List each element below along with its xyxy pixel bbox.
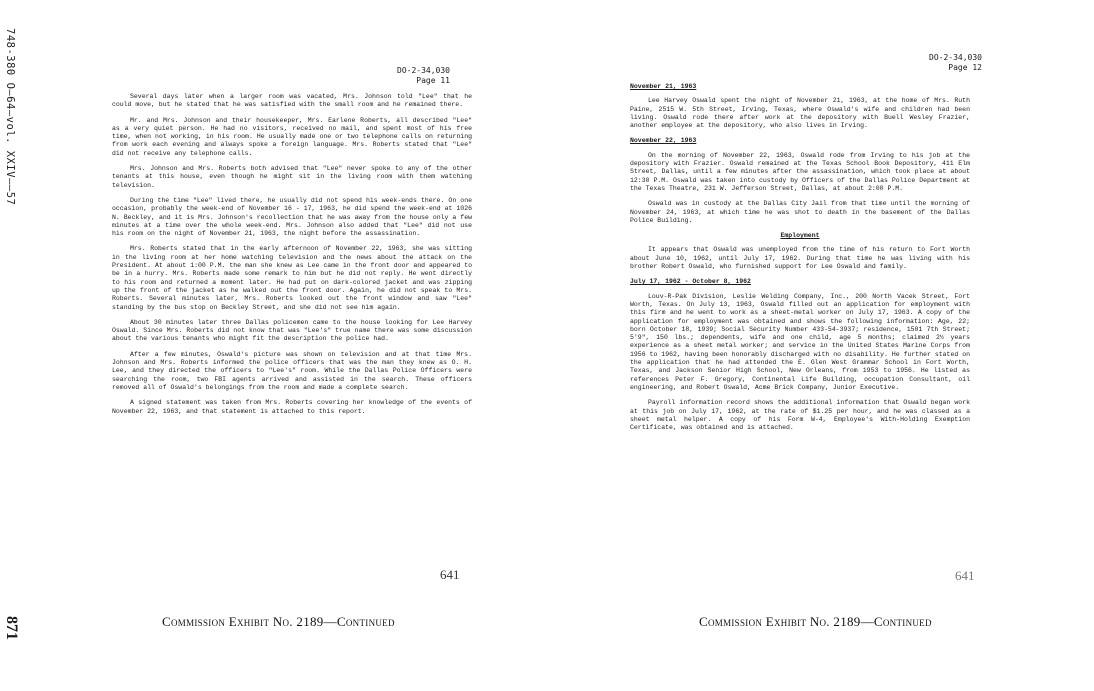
file-reference — [330, 66, 450, 86]
file-number: DO-2-34,030 — [397, 66, 450, 75]
paragraph: About 30 minutes later three Dallas policemen came to the house looking for Lee Harvey Oswald. Since Mrs. Roberts did not know that was "Lee's" true name there was some discussion about the various tenants who might fit the description the police had. — [112, 318, 472, 343]
paragraph: Lee Harvey Oswald spent the night of November 21, 1963, at the home of Mrs. Ruth Paine, 2515 W. 5th Street, Irving, Texas, where Oswald's wife and children had been living. Oswald rode there after work at the depository with Buell Wesley Frazier, another employee at the depository, who also lives in Irving. — [630, 97, 970, 130]
file-reference — [862, 53, 982, 73]
paragraph: Mrs. Roberts stated that in the early afternoon of November 22, 1963, she was sitting in the living room at her home watching television and the news about the attack on the President. At about 1:00 P.M. the man she knew as Lee came in the front door and appeared to be in a hurry. Mrs. Roberts made some remark to him but he did not reply. He went directly to his room and returned a moment later. He had put on dark-colored jacket and was zipping up the front of the jacket as he walked out the front door. Again, he did not speak to Mrs. Roberts. Several minutes later, Mrs. Roberts looked out the front window and saw "Lee" standing by the bus stop on Beckley Street, and she did not see him again. — [112, 245, 472, 311]
margin-side-note: 748-380 O—64—vol. XXIV——57 — [4, 28, 16, 206]
paragraph: Louv-R-Pak Division, Leslie Welding Company, Inc., 200 North Vacek Street, Fort Worth, Texas. On July 13, 1963, Oswald filled out an application for employment with this firm and he went to work as a sheet-metal worker on July 17, 1963. A copy of the application for employment was obtained and shows the following information: Age, 22; born October 18, 1939; Social Security Number 433-54-3937; residence, 1501 7th Street; 5'9", 150 lbs.; dependents, wife and one child, age 5 months; claimed 2½ years experience as a sheet metal worker; and service in the United States Marine Corps from 1956 to 1962, having been honorably discharged with no disability. He further stated on the application that he had attended the E. Glen West Grammar School in Fort Worth, Texas, and Jackson Senior High School, New Orleans, from 1953 to 1956. He listed as references Peter F. Gregory, Continental Life Building, occupation Consultant, oil engineering, and Robert Oswald, Acme Brick Company, Junior Executive. — [630, 292, 970, 391]
right-document-page — [547, 0, 1094, 691]
exhibit-caption: Commission Exhibit No. 2189—Continued — [162, 614, 395, 629]
paragraph: During the time "Lee" lived there, he usually did not spend his week-ends there. On one occasion, probably the week-end of November 16 - 17, 1963, he did spend the week-end at 1026 N. Beckley, and it is Mrs. Johnson's recollection that he was away from the house only a few minutes at a time over the whole week-end. Mrs. Johnson also added that "Lee" did not use his room on the night of November 21, 1963, the night before the assassination. — [112, 196, 472, 238]
page-label: Page 12 — [948, 63, 982, 72]
printed-page-number: 641 — [955, 568, 975, 583]
section-heading: November 22, 1963 — [630, 137, 697, 145]
margin-page-number: 871 — [3, 616, 20, 640]
paragraph: It appears that Oswald was unemployed from the time of his return to Fort Worth about June 10, 1962, until July 17, 1962. During that time he was living with his brother Robert Oswald, who furnished support for Lee Oswald and family. — [630, 246, 970, 271]
paragraph: Mrs. Johnson and Mrs. Roberts both advised that "Lee" never spoke to any of the other tenants at this house, even though he might sit in the living room with them watching television. — [112, 165, 472, 189]
section-heading: Employment — [780, 232, 820, 240]
paragraph: A signed statement was taken from Mrs. Roberts covering her knowledge of the events of November 22, 1963, and that statement is attached to this report. — [112, 399, 472, 415]
paragraph: Mr. and Mrs. Johnson and their housekeeper, Mrs. Earlene Roberts, all described "Lee" as a very quiet person. He had no visitors, received no mail, and spent most of his free time, when not working, in his room. He usually made one or two telephone calls on returning from work each evening and always spoke a foreign language. Mrs. Roberts stated that "Lee" did not receive any telephone calls. — [112, 116, 472, 157]
paragraph: Oswald was in custody at the Dallas City Jail from that time until the morning of November 24, 1963, at which time he was shot to death in the basement of the Dallas Police Building. — [630, 200, 970, 224]
section-heading: November 21, 1963 — [630, 83, 697, 90]
exhibit-caption: Commission Exhibit No. 2189—Continued — [699, 614, 932, 629]
paragraph: On the morning of November 22, 1963, Oswald rode from Irving to his job at the depository with Frazier. Oswald remained at the Texas School Book Depository, 411 Elm Street, Dallas, until a few minutes after the assassination, which took place at about 12:30 P.M. Oswald was taken into custody by Officers of the Dallas Police Department at the Texas Theatre, 231 W. Jefferson Street, Dallas, at about 2:00 P.M. — [630, 151, 970, 192]
paragraph: Payroll information record shows the additional information that Oswald began work at this job on July 17, 1962, at the rate of $1.25 per hour, and he was classed as a sheet metal helper. A copy of his Form W-4, Employee's With-Holding Exemption Certificate, was obtained and is attached. — [630, 399, 970, 432]
page-label: Page 11 — [416, 76, 450, 85]
printed-page-number: 641 — [440, 567, 460, 582]
report-body — [630, 83, 970, 439]
paragraph: Several days later when a larger room was vacated, Mrs. Johnson told "Lee" that he could move, but he stated that he was satisfied with the small room and he remained there. — [112, 93, 472, 109]
report-body — [112, 93, 472, 423]
paragraph: After a few minutes, Oswald's picture was shown on television and at that time Mrs. Johnson and Mrs. Roberts informed the police officers that was the man they knew as O. H. Lee, and they directed the officers to "Lee's" room. While the Dallas Police Officers were searching the room, two FBI agents arrived and assisted in the search. These officers removed all of Oswald's belongings from the room and made a complete search. — [112, 350, 472, 391]
file-number: DO-2-34,030 — [929, 53, 982, 62]
section-heading: July 17, 1962 - October 8, 1962 — [630, 278, 751, 286]
